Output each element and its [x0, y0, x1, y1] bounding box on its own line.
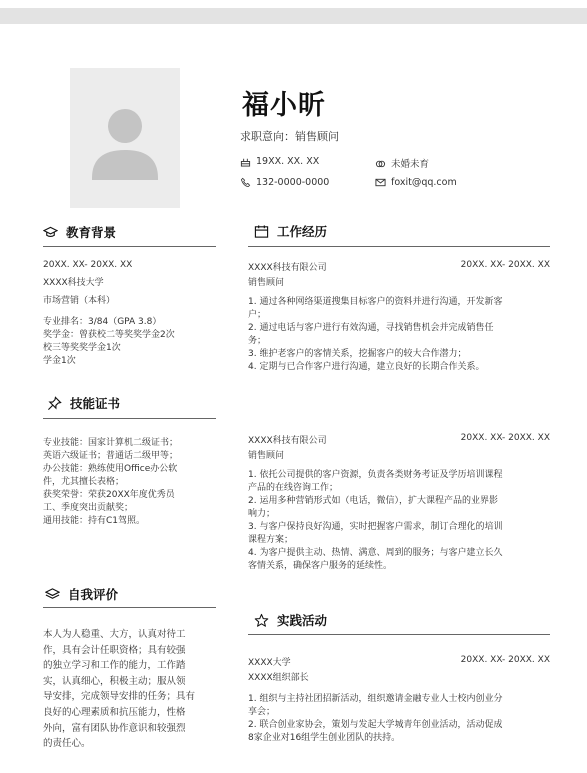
education-detail-line: 学金1次	[43, 356, 76, 366]
education-details	[43, 316, 218, 368]
skills-line: 英语六级证书；普通话二级甲等；	[43, 451, 179, 461]
job-role: 销售顾问	[248, 278, 285, 288]
skills-text	[43, 437, 223, 528]
job-date: 20XX. XX- 20XX. XX	[460, 433, 550, 443]
mail-icon	[375, 177, 386, 188]
practice-line: 享会；	[248, 707, 276, 717]
job-duty-line: 1. 依托公司提供的客户资源，负责各类财务考证及学历培训课程	[248, 470, 503, 480]
skills-line: 工、季度突出贡献奖；	[43, 503, 134, 513]
practice-line: 8家企业对16组学生创业团队的扶持。	[248, 733, 401, 743]
self-eval-line: 外向，富有团队协作意识和较强烈	[43, 722, 186, 734]
education-date: 20XX. XX- 20XX. XX	[43, 260, 133, 270]
pin-icon	[47, 396, 62, 411]
skills-line: 获奖荣誉：荣获20XX年度优秀员	[43, 490, 175, 500]
birth-date: 19XX. XX. XX	[256, 156, 320, 167]
education-heading	[43, 223, 116, 241]
skills-divider	[43, 418, 216, 419]
info-marital	[375, 156, 429, 170]
self-eval-divider	[43, 607, 216, 608]
self-eval-line: 实，认真细心，积极主动；服从领	[43, 675, 186, 687]
practice-role: XXXX组织部长	[248, 673, 309, 683]
avatar	[70, 68, 180, 208]
job-duty-line: 1. 通过各种网络渠道搜集目标客户的资料并进行沟通，开发新客	[248, 297, 503, 307]
job-intent: 求职意向：销售顾问	[240, 130, 339, 143]
job-2-duties	[248, 469, 553, 573]
education-detail-line: 校三等奖奖学金1次	[43, 343, 121, 353]
education-detail-line: 专业排名：3/84（GPA 3.8）	[43, 317, 162, 327]
self-eval-title: 自我评价	[68, 587, 119, 602]
practice-heading	[254, 611, 327, 629]
skills-heading	[47, 394, 120, 412]
self-eval-heading	[45, 585, 118, 603]
cake-icon	[240, 156, 251, 167]
job-company: XXXX科技有限公司	[248, 436, 327, 446]
job-company: XXXX科技有限公司	[248, 263, 327, 273]
phone-icon	[240, 177, 251, 188]
work-divider	[248, 246, 550, 247]
job-duty-line: 客情关系，确保客户服务的延续性。	[248, 561, 393, 571]
practice-header	[248, 655, 550, 668]
job-role: 销售顾问	[248, 451, 285, 461]
job-date: 20XX. XX- 20XX. XX	[460, 260, 550, 270]
job-2-header	[248, 433, 550, 446]
practice-line: 1. 组织与主持社团招新活动，组织邀请金融专业人士校内创业分	[248, 694, 503, 704]
job-duty-line: 2. 运用多种营销形式如（电话，微信），扩大课程产品的业界影	[248, 496, 498, 506]
job-duty-line: 产品的在线咨询工作；	[248, 483, 339, 493]
info-email	[375, 177, 457, 188]
calendar-icon	[254, 224, 269, 239]
education-detail-line: 奖学金：曾获校二等奖奖学金2次	[43, 330, 175, 340]
practice-divider	[248, 634, 550, 635]
job-duty-line: 4. 定期与已合作客户进行沟通，建立良好的长期合作关系。	[248, 362, 485, 372]
work-heading	[254, 222, 327, 240]
job-duty-line: 课程方案；	[248, 535, 294, 545]
job-1-header	[248, 260, 550, 273]
practice-line: 2. 联合创业家协会，策划与发起大学城青年创业活动，活动促成	[248, 720, 503, 730]
self-eval-line: 良好的心理素质和抗压能力，性格	[43, 706, 186, 718]
job-duty-line: 务；	[248, 336, 267, 346]
graduation-cap-icon	[43, 225, 58, 240]
job-duty-line: 2. 通过电话与客户进行有效沟通，寻找销售机会并完成销售任	[248, 323, 494, 333]
job-duty-line: 响力；	[248, 509, 276, 519]
star-icon	[254, 613, 269, 628]
candidate-name: 福小昕	[242, 90, 326, 121]
practice-title: 实践活动	[277, 613, 328, 628]
skills-title: 技能证书	[70, 396, 121, 411]
email-address: foxit@qq.com	[391, 177, 457, 188]
education-divider	[43, 246, 216, 247]
practice-date: 20XX. XX- 20XX. XX	[460, 655, 550, 665]
skills-line: 件，尤其擅长表格；	[43, 477, 125, 487]
education-title: 教育背景	[66, 225, 117, 240]
job-duty-line: 3. 与客户保持良好沟通，实时把握客户需求，制订合理化的培训	[248, 522, 503, 532]
job-1-duties	[248, 296, 553, 374]
skills-line: 办公技能：熟练使用Office办公软	[43, 464, 178, 474]
job-duty-line: 户；	[248, 310, 267, 320]
work-title: 工作经历	[277, 224, 328, 239]
skills-line: 专业技能：国家计算机二级证书；	[43, 438, 179, 448]
top-bar	[0, 8, 587, 24]
self-eval-text	[43, 627, 223, 752]
rings-icon	[375, 158, 386, 169]
education-major: 市场营销（本科）	[43, 296, 116, 306]
marital-status: 未婚未育	[391, 159, 430, 170]
self-eval-line: 的责任心。	[43, 738, 91, 750]
info-birth	[240, 156, 319, 167]
phone-number: 132-0000-0000	[256, 177, 330, 188]
info-phone	[240, 177, 329, 188]
self-eval-line: 本人为人稳重、大方，认真对待工	[43, 629, 186, 640]
avatar-placeholder-icon	[70, 68, 180, 208]
practice-org: XXXX大学	[248, 658, 291, 668]
self-eval-line: 作，具有会计任职资格；具有较强	[43, 644, 186, 656]
skills-line: 通用技能：持有C1驾照。	[43, 516, 146, 526]
layers-icon	[45, 587, 60, 602]
job-duty-line: 4. 为客户提供主动、热情、满意、周到的服务；与客户建立长久	[248, 548, 503, 558]
self-eval-line: 的独立学习和工作的能力，工作踏	[43, 660, 186, 672]
practice-details	[248, 693, 553, 745]
job-duty-line: 3. 维护老客户的客情关系，挖掘客户的较大合作潜力；	[248, 349, 467, 359]
education-school: XXXX科技大学	[43, 278, 104, 288]
self-eval-line: 导安排，完成领导安排的任务；具有	[43, 691, 196, 703]
